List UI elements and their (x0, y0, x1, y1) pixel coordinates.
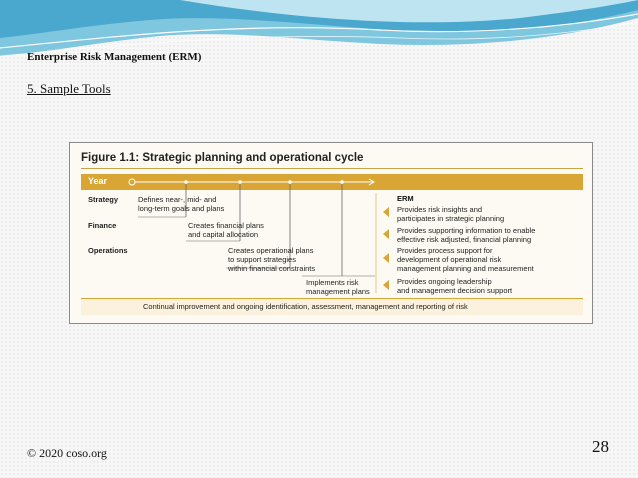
erm-item-finance: Provides supporting information to enable effective risk adjusted, financial planning (397, 226, 536, 244)
figure-title: Figure 1.1: Strategic planning and operational cycle (81, 152, 364, 164)
row-label-finance: Finance (88, 221, 117, 230)
row-label-strategy: Strategy (88, 195, 119, 204)
implements-step-text: Implements risk management plans (306, 278, 370, 296)
section-title: 5. Sample Tools (27, 81, 111, 96)
strategy-step-text: Defines near-, mid- and long-term goals and plans (138, 195, 225, 213)
row-label-operations: Operations (88, 246, 128, 255)
erm-arrow-icon (383, 229, 389, 239)
erm-item-operations: Provides process support for development of operational risk management planning and measurement (397, 246, 534, 273)
erm-arrow-icon (383, 253, 389, 263)
strategic-planning-figure (69, 142, 593, 324)
erm-heading: ERM (397, 194, 414, 203)
finance-step-text: Creates financial plans and capital allocation (188, 221, 264, 239)
continual-improvement-text: Continual improvement and ongoing identification, assessment, management and reporting of risk (143, 302, 468, 311)
continual-improvement-band (81, 298, 583, 315)
page-number: 28 (592, 437, 609, 456)
year-label: Year (88, 176, 108, 186)
operations-step-text: Creates operational plans to support strategies within financial constraints (228, 246, 316, 273)
erm-item-strategy: Provides risk insights and participates in strategic planning (397, 205, 505, 223)
presentation-title: Enterprise Risk Management (ERM) (27, 51, 202, 63)
erm-item-leadership: Provides ongoing leadership and management decision support (397, 277, 513, 295)
erm-arrow-icon (383, 280, 389, 290)
copyright-footer: © 2020 coso.org (27, 446, 107, 460)
erm-arrow-icon (383, 207, 389, 217)
